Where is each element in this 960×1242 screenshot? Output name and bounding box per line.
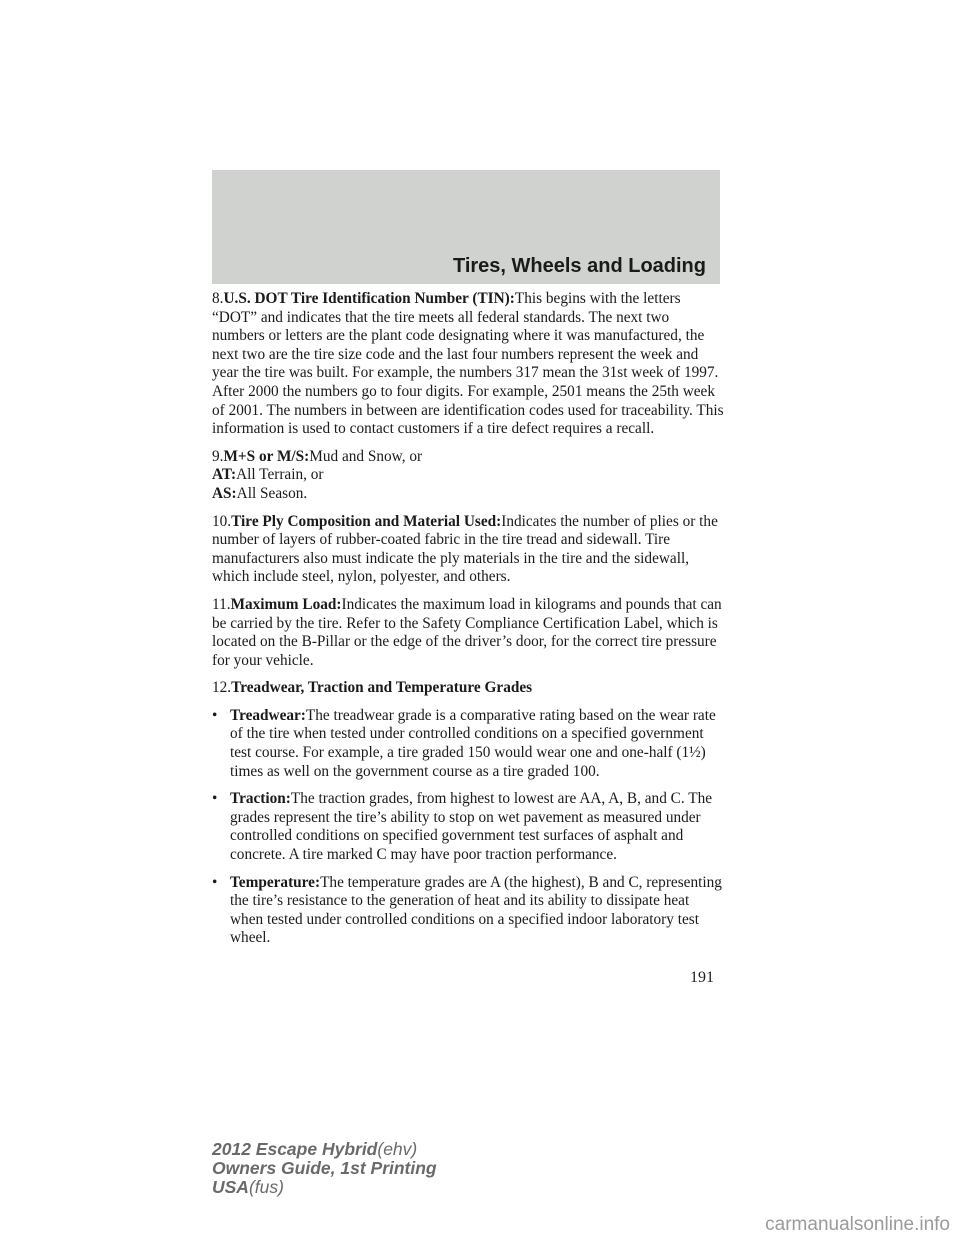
bullet-label: Traction: bbox=[230, 790, 291, 808]
footer-line-model bbox=[212, 1140, 437, 1159]
bullet-label: Temperature: bbox=[230, 873, 321, 891]
item-label: AS: bbox=[212, 484, 237, 502]
footer-market: USA bbox=[212, 1177, 249, 1197]
item-label: Maximum Load: bbox=[230, 595, 342, 613]
item-text: All Terrain, or bbox=[236, 466, 324, 484]
item-number: 8. bbox=[212, 290, 224, 307]
item-label: AT: bbox=[212, 466, 237, 484]
item-label: M+S or M/S: bbox=[223, 447, 310, 465]
footer-model-code: (ehv) bbox=[377, 1139, 418, 1159]
bullet-treadwear bbox=[212, 707, 724, 781]
item-max-load bbox=[212, 596, 724, 670]
footer-model: 2012 Escape Hybrid bbox=[212, 1139, 378, 1159]
bullet-temperature bbox=[212, 874, 724, 948]
bullet-icon: • bbox=[212, 873, 218, 891]
item-label: Treadwear, Traction and Temperature Grades bbox=[231, 679, 533, 697]
item-label: U.S. DOT Tire Identification Number (TIN): bbox=[223, 290, 515, 307]
item-number: 12. bbox=[212, 679, 232, 697]
item-label: Tire Ply Composition and Material Used: bbox=[231, 512, 502, 530]
item-text: This begins with the letters “DOT” and indicates that the tire meets all federal standards. The next two numbers or letters are the plant code designating where it was manufactured, the next two are the tire size code and the last four numbers represent the week and year the tire was built. For example, the numbers 317 mean the 31st week of 1997. After 2000 the numbers go to four digits. For example, 2501 means the 25th week of 2001. The numbers in between are identification codes used for traceability. This information is used to contact customers if a tire defect requires a recall. bbox=[212, 290, 724, 438]
bullet-label: Treadwear: bbox=[230, 706, 306, 724]
item-number: 11. bbox=[212, 595, 231, 613]
watermark: carmanualsonline.info bbox=[765, 1214, 950, 1235]
item-at bbox=[212, 466, 724, 485]
item-as bbox=[212, 485, 724, 504]
section-header-band bbox=[212, 170, 720, 284]
section-title: Tires, Wheels and Loading bbox=[452, 255, 706, 277]
bullet-icon: • bbox=[212, 706, 218, 724]
item-tin bbox=[212, 290, 724, 439]
item-text: Mud and Snow, or bbox=[309, 447, 423, 465]
footer-line-market bbox=[212, 1178, 437, 1197]
item-text: Indicates the maximum load in kilograms and pounds that can be carried by the tire. Refer to the Safety Compliance Certification Label, which is located on the B-Pillar or the edge of the driver’s door, for the correct tire pressure for your vehicle. bbox=[212, 595, 722, 669]
item-ms bbox=[212, 448, 724, 467]
item-number: 9. bbox=[212, 447, 224, 465]
item-text: Indicates the number of plies or the number of layers of rubber-coated fabric in the tire tread and sidewall. Tire manufacturers also must indicate the ply materials in the tire and the sidewall, which include steel, nylon, polyester, and others. bbox=[212, 512, 718, 586]
page-number: 191 bbox=[690, 969, 714, 986]
item-ply bbox=[212, 513, 724, 587]
footer-market-code: (fus) bbox=[248, 1177, 284, 1197]
bullet-text: The traction grades, from highest to lowest are AA, A, B, and C. The grades represent the tire’s ability to stop on wet pavement as measured under controlled conditions on specified government test surfaces of asphalt and concrete. A tire marked C may have poor traction performance. bbox=[230, 790, 713, 864]
bullet-icon: • bbox=[212, 790, 218, 808]
footer-edition: Owners Guide, 1st Printing bbox=[212, 1158, 437, 1178]
bullet-text: The treadwear grade is a comparative rating based on the wear rate of the tire when tested under controlled conditions on a specified government test course. For example, a tire graded 150 would wear one and one-half (1½) times as well on the government course as a tire graded 100. bbox=[230, 706, 716, 780]
manual-content bbox=[212, 290, 724, 957]
item-number: 10. bbox=[212, 512, 232, 530]
bullet-text: The temperature grades are A (the highest), B and C, representing the tire’s resistance to the generation of heat and its ability to dissipate heat when tested under controlled conditions on a specified indoor laboratory test wheel. bbox=[230, 873, 722, 947]
item-text: All Season. bbox=[236, 484, 308, 502]
item-grades bbox=[212, 679, 724, 698]
bullet-traction bbox=[212, 790, 724, 864]
document-footer bbox=[212, 1140, 437, 1197]
footer-line-edition bbox=[212, 1159, 437, 1178]
